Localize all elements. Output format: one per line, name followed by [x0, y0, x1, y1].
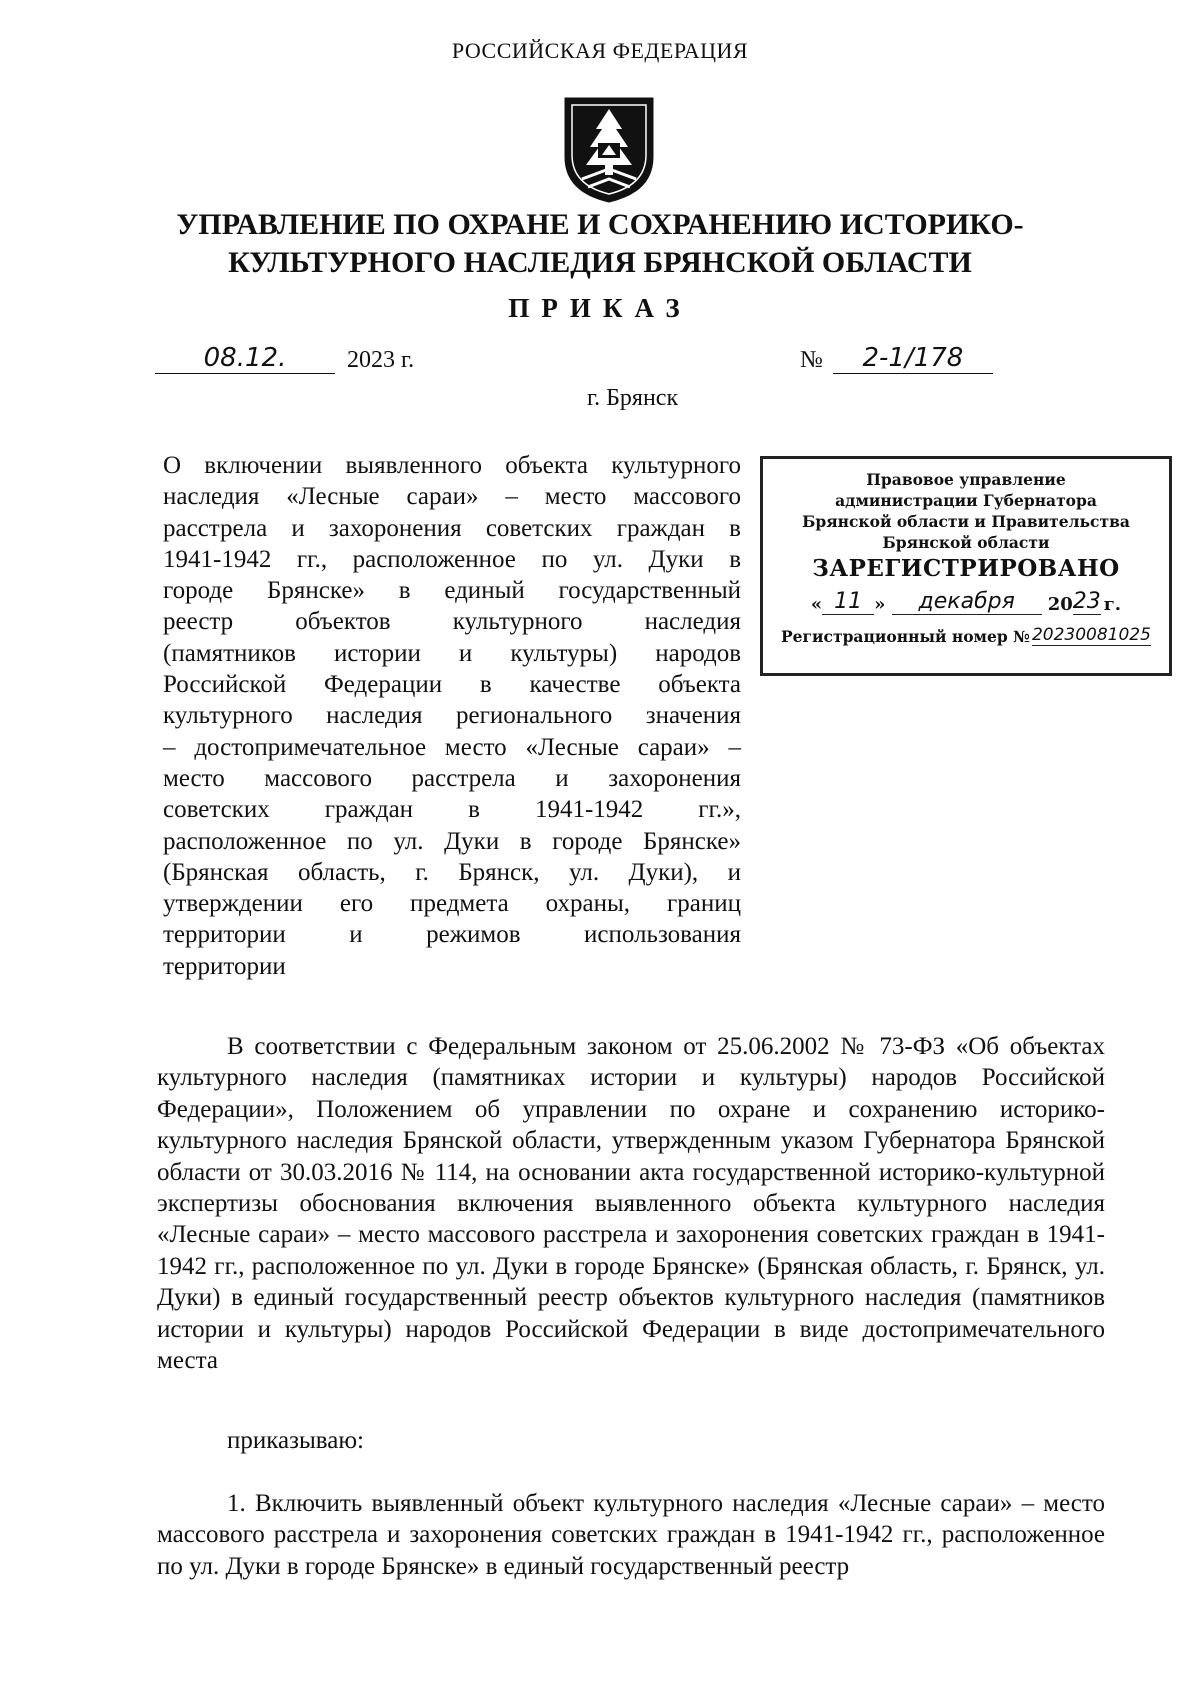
stamp-date: « 11 » декабря 20 23 г. — [810, 589, 1122, 615]
country-title: РОССИЙСКАЯ ФЕДЕРАЦИЯ — [451, 38, 749, 63]
handwritten-date: 08.12. — [155, 343, 335, 374]
stamp-year: 23 — [1072, 589, 1101, 614]
subject-line: культурного наследия регионального значения — [163, 702, 741, 730]
subject-line: территории и режимов использования — [163, 921, 741, 949]
order-item-1: 1. Включить выявленный объект культурного наследия «Лесные сараи» – место массового расстрела и захоронения советских граждан в 1941-1942 гг., расположенное по ул. Дуки в городе Брянске» в единый государственный реестр — [157, 1490, 1105, 1580]
subject-line: расположенное по ул. Дуки в городе Брянске» — [163, 827, 741, 855]
subject-line: советских граждан в 1941-1942 гг.», — [163, 796, 741, 824]
subject-line: место массового расстрела и захоронения — [163, 764, 741, 792]
subject-line: 1941-1942 гг., расположенное по ул. Дуки в — [163, 545, 741, 573]
stamp-year-suffix: г. — [1103, 594, 1122, 615]
order-word: приказываю: — [227, 1427, 364, 1454]
subject-line: (Брянская область, г. Брянск, ул. Дуки), и — [163, 858, 741, 886]
subject-line: наследия «Лесные сараи» – место массового — [163, 483, 741, 511]
stamp-day: 11 — [822, 590, 874, 615]
document-type: ПРИКАЗ — [508, 293, 692, 323]
subject-line: реестр объектов культурного наследия — [163, 608, 741, 636]
order-number — [800, 343, 993, 374]
agency-line-1: УПРАВЛЕНИЕ ПО ОХРАНЕ И СОХРАНЕНИЮ ИСТОРИКО- — [176, 208, 1024, 241]
stamp-org-line-2: администрации Губернатора — [835, 491, 1097, 510]
subject-line: расстрела и захоронения советских граждан в — [163, 514, 741, 542]
city-name: г. Брянск — [587, 385, 679, 411]
stamp-reg-label: Регистрационный номер № — [781, 627, 1030, 646]
subject-line: утверждении его предмета охраны, границ — [163, 890, 741, 918]
subject-line: (памятников истории и культуры) народов — [163, 639, 741, 667]
preamble-paragraph: В соответствии с Федеральным законом от 25.06.2002 № 73-ФЗ «Об объектах культурного наследия (памятниках истории и культуры) народов Российской Федерации», Положением об управлении по охране и сохранению историко-культурного наследия Брянской области, утвержденным указом Губернатора Брянской области от 30.03.2016 № 114, на основании акта государственной историко-культурной экспертизы обоснования включения выявленного объекта культурного наследия «Лесные сараи» – место массового расстрела и захоронения советских граждан в 1941-1942 гг., расположенное по ул. Дуки в городе Брянске» (Брянская область, г. Брянск, ул. Дуки) в единый государственный реестр объектов культурного наследия (памятников истории и культуры) народов Российской Федерации в виде достопримечательного места — [157, 1033, 1105, 1375]
subject-line: Российской Федерации в качестве объекта — [163, 671, 741, 699]
bryansk-coat-of-arms-icon — [562, 95, 656, 205]
subject-line: О включении выявленного объекта культурного — [163, 452, 741, 479]
stamp-org — [763, 469, 1169, 553]
stamp-registration-number — [763, 625, 1169, 646]
registration-stamp — [760, 456, 1172, 676]
stamp-org-line-4: Брянской области — [882, 533, 1050, 552]
number-label: № — [800, 347, 823, 373]
stamp-org-line-1: Правовое управление — [866, 470, 1066, 489]
handwritten-number: 2-1/178 — [833, 343, 993, 374]
stamp-year-prefix: 20 — [1047, 594, 1073, 615]
agency-line-2: КУЛЬТУРНОГО НАСЛЕДИЯ БРЯНСКОЙ ОБЛАСТИ — [228, 246, 972, 279]
subject-line: городе Брянске» в единый государственный — [163, 577, 741, 605]
subject-line: территории — [163, 952, 286, 980]
stamp-org-line-3: Брянской области и Правительства — [802, 512, 1130, 531]
agency-name — [0, 206, 1200, 282]
stamp-reg-number: 20230081025 — [1031, 625, 1151, 645]
order-subject — [163, 450, 741, 982]
subject-line: – достопримечательное место «Лесные сараи» – — [163, 733, 741, 761]
stamp-month: декабря — [892, 590, 1042, 615]
order-date — [155, 343, 414, 374]
stamp-title: ЗАРЕГИСТРИРОВАНО — [812, 555, 1120, 582]
order-year: 2023 г. — [347, 347, 415, 373]
